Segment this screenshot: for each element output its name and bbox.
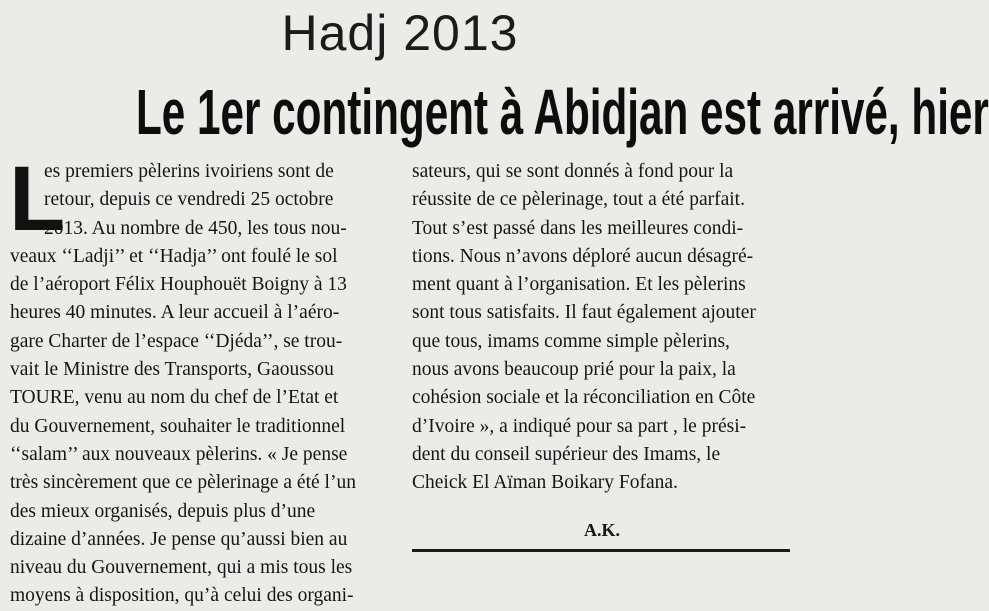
end-rule	[412, 549, 790, 552]
text-line: nous avons beaucoup prié pour la paix, la	[412, 359, 736, 381]
article-column-2	[412, 158, 792, 498]
text-line: TOURE, venu au nom du chef de l’Etat et	[10, 387, 339, 409]
text-line: 2013. Au nombre de 450, les tous nou-	[44, 217, 347, 239]
text-line: vait le Ministre des Transports, Gaoussou	[10, 359, 334, 381]
text-line: heures 40 minutes. A leur accueil à l’aéro-	[10, 302, 340, 324]
text-line: très sincèrement que ce pèlerinage a été l’un	[10, 472, 356, 494]
text-line: gare Charter de l’espace ‘‘Djéda’’, se trou-	[10, 330, 343, 352]
text-line: retour, depuis ce vendredi 25 octobre	[44, 189, 334, 211]
text-line: sateurs, qui se sont donnés à fond pour la	[412, 161, 734, 182]
text-line: des mieux organisés, depuis plus d’une	[10, 500, 316, 522]
article-kicker: Hadj 2013	[281, 5, 519, 61]
text-line: sont tous satisfaits. Il faut également ajouter	[412, 302, 756, 324]
text-line: que tous, imams comme simple pèlerins,	[412, 330, 730, 352]
text-line: niveau du Gouvernement, qui a mis tous les	[10, 557, 353, 579]
text-line: tions. Nous n’avons déploré aucun désagré-	[412, 245, 754, 267]
text-line: Tout s’est passé dans les meilleures condi-	[412, 217, 744, 239]
text-line: de l’aéroport Félix Houphouët Boigny à 13	[10, 274, 347, 296]
text-line: cohésion sociale et la réconciliation en Côte	[412, 387, 756, 409]
text-line: du Gouvernement, souhaiter le traditionnel	[10, 415, 346, 437]
text-line: ‘‘salam’’ aux nouveaux pèlerins. « Je pense	[10, 443, 348, 465]
text-line: d’Ivoire », a indiqué pour sa part , le prési-	[412, 415, 747, 437]
text-line: Cheick El Aïman Boikary Fofana.	[412, 472, 678, 494]
text-line: dizaine d’années. Je pense qu’aussi bien au	[10, 528, 348, 550]
author-signature: A.K.	[584, 520, 620, 540]
text-line: dent du conseil supérieur des Imams, le	[412, 443, 721, 465]
text-line: veaux ‘‘Ladji’’ et ‘‘Hadja’’ ont foulé le sol	[10, 245, 338, 267]
text-line: es premiers pèlerins ivoiriens sont de	[44, 161, 334, 182]
text-line: réussite de ce pèlerinage, tout a été parfait.	[412, 189, 745, 211]
text-line: ment quant à l’organisation. Et les pèlerins	[412, 274, 746, 296]
drop-cap: L	[9, 148, 66, 250]
text-line: moyens à disposition, qu’à celui des organi-	[10, 585, 354, 607]
article-column-1	[9, 148, 395, 611]
article-headline: Le 1er contingent à Abidjan est arrivé, hier	[136, 76, 989, 148]
